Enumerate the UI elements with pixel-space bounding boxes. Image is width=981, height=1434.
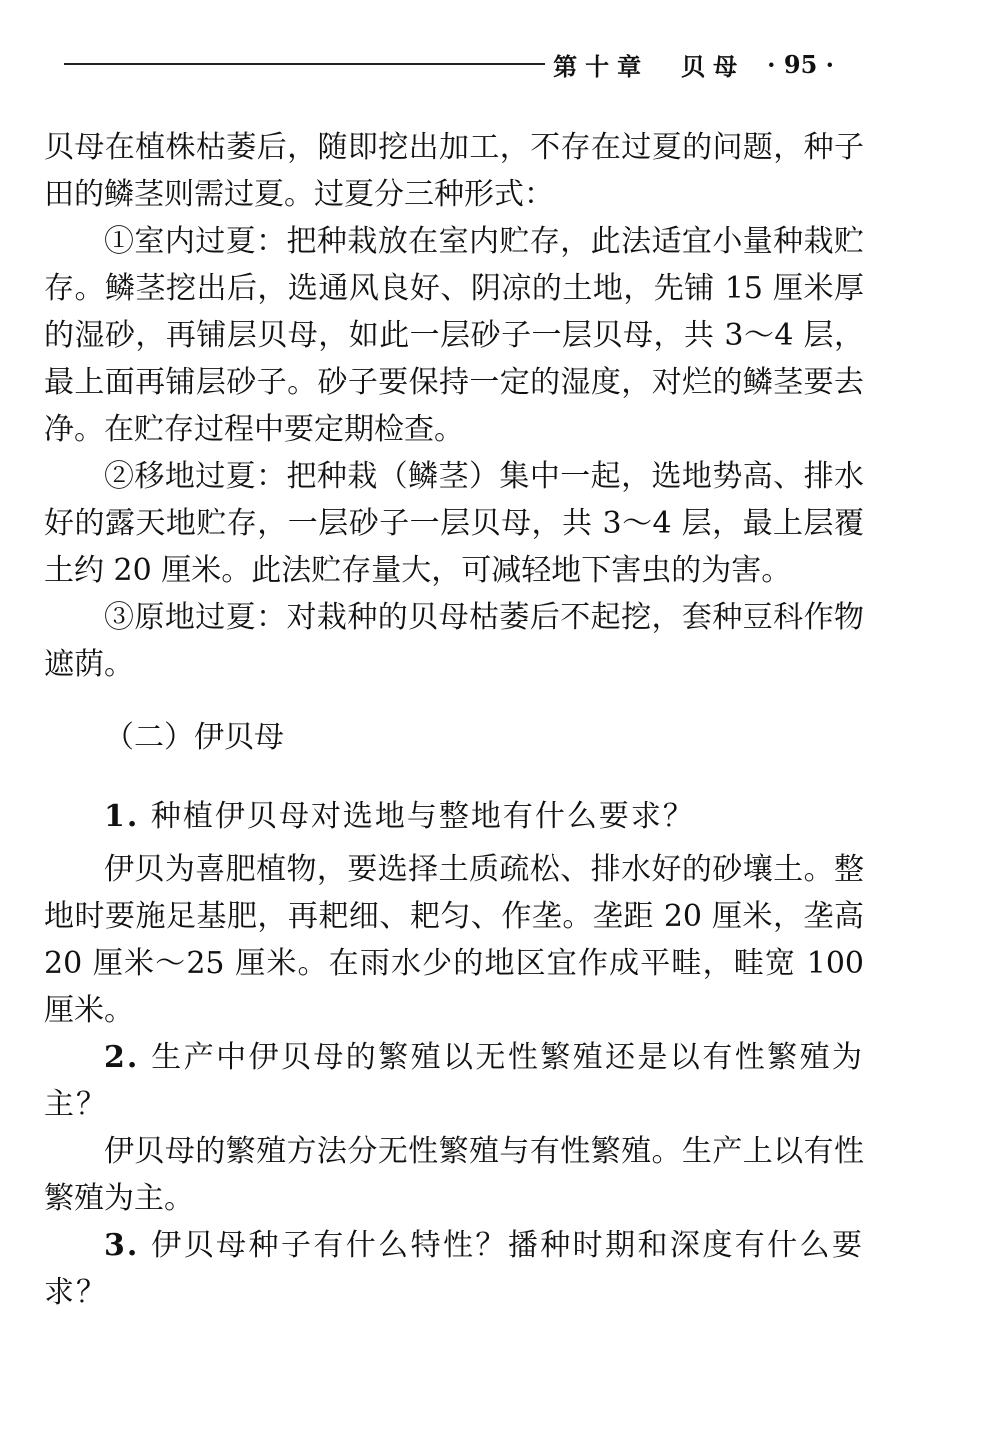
question-text: 种植伊贝母对选地与整地有什么要求？ <box>150 799 695 834</box>
question-number: 1. <box>104 799 140 834</box>
paragraph: 贝母在植株枯萎后，随即挖出加工，不存在过夏的问题，种子田的鳞茎则需过夏。过夏分三种形式： <box>44 130 864 212</box>
running-header <box>64 44 834 84</box>
answer-paragraph: 伊贝为喜肥植物，要选择土质疏松、排水好的砂壤土。整地时要施足基肥，再耙细、耙匀、作垄。垄距 20 厘米，垄高 20 厘米～25 厘米。在雨水少的地区宜作成平畦，畦宽 100 厘米。 <box>44 852 864 1028</box>
question-number: 3. <box>104 1228 140 1263</box>
question-text: 生产中伊贝母的繁殖以无性繁殖还是以有性繁殖为主？ <box>44 1040 864 1122</box>
header-rule <box>64 63 545 65</box>
question-heading <box>44 1222 864 1316</box>
answer-paragraph: 伊贝母的繁殖方法分无性繁殖与有性繁殖。生产上以有性繁殖为主。 <box>44 1134 864 1216</box>
paragraph: ①室内过夏：把种栽放在室内贮存，此法适宜小量种栽贮存。鳞茎挖出后，选通风良好、阴凉的土地，先铺 15 厘米厚的湿砂，再铺层贝母，如此一层砂子一层贝母，共 3～4 层，最上面再铺层砂子。砂子要保持一定的湿度，对烂的鳞茎要去净。在贮存过程中要定期检查。 <box>44 224 864 447</box>
question-text: 伊贝母种子有什么特性？播种时期和深度有什么要求？ <box>44 1228 864 1310</box>
question-heading <box>44 793 864 840</box>
section-heading: （二）伊贝母 <box>104 720 284 755</box>
chapter-title: 第十章 贝母 <box>553 51 746 81</box>
page-number: · 95 · <box>767 49 834 79</box>
question-number: 2. <box>104 1040 140 1075</box>
paragraph: ③原地过夏：对栽种的贝母枯萎后不起挖，套种豆科作物遮荫。 <box>44 600 864 682</box>
page-body <box>44 124 864 1316</box>
paragraph: ②移地过夏：把种栽（鳞茎）集中一起，选地势高、排水好的露天地贮存，一层砂子一层贝母，共 3～4 层，最上层覆土约 20 厘米。此法贮存量大，可减轻地下害虫的为害。 <box>44 459 864 588</box>
question-heading <box>44 1034 864 1128</box>
